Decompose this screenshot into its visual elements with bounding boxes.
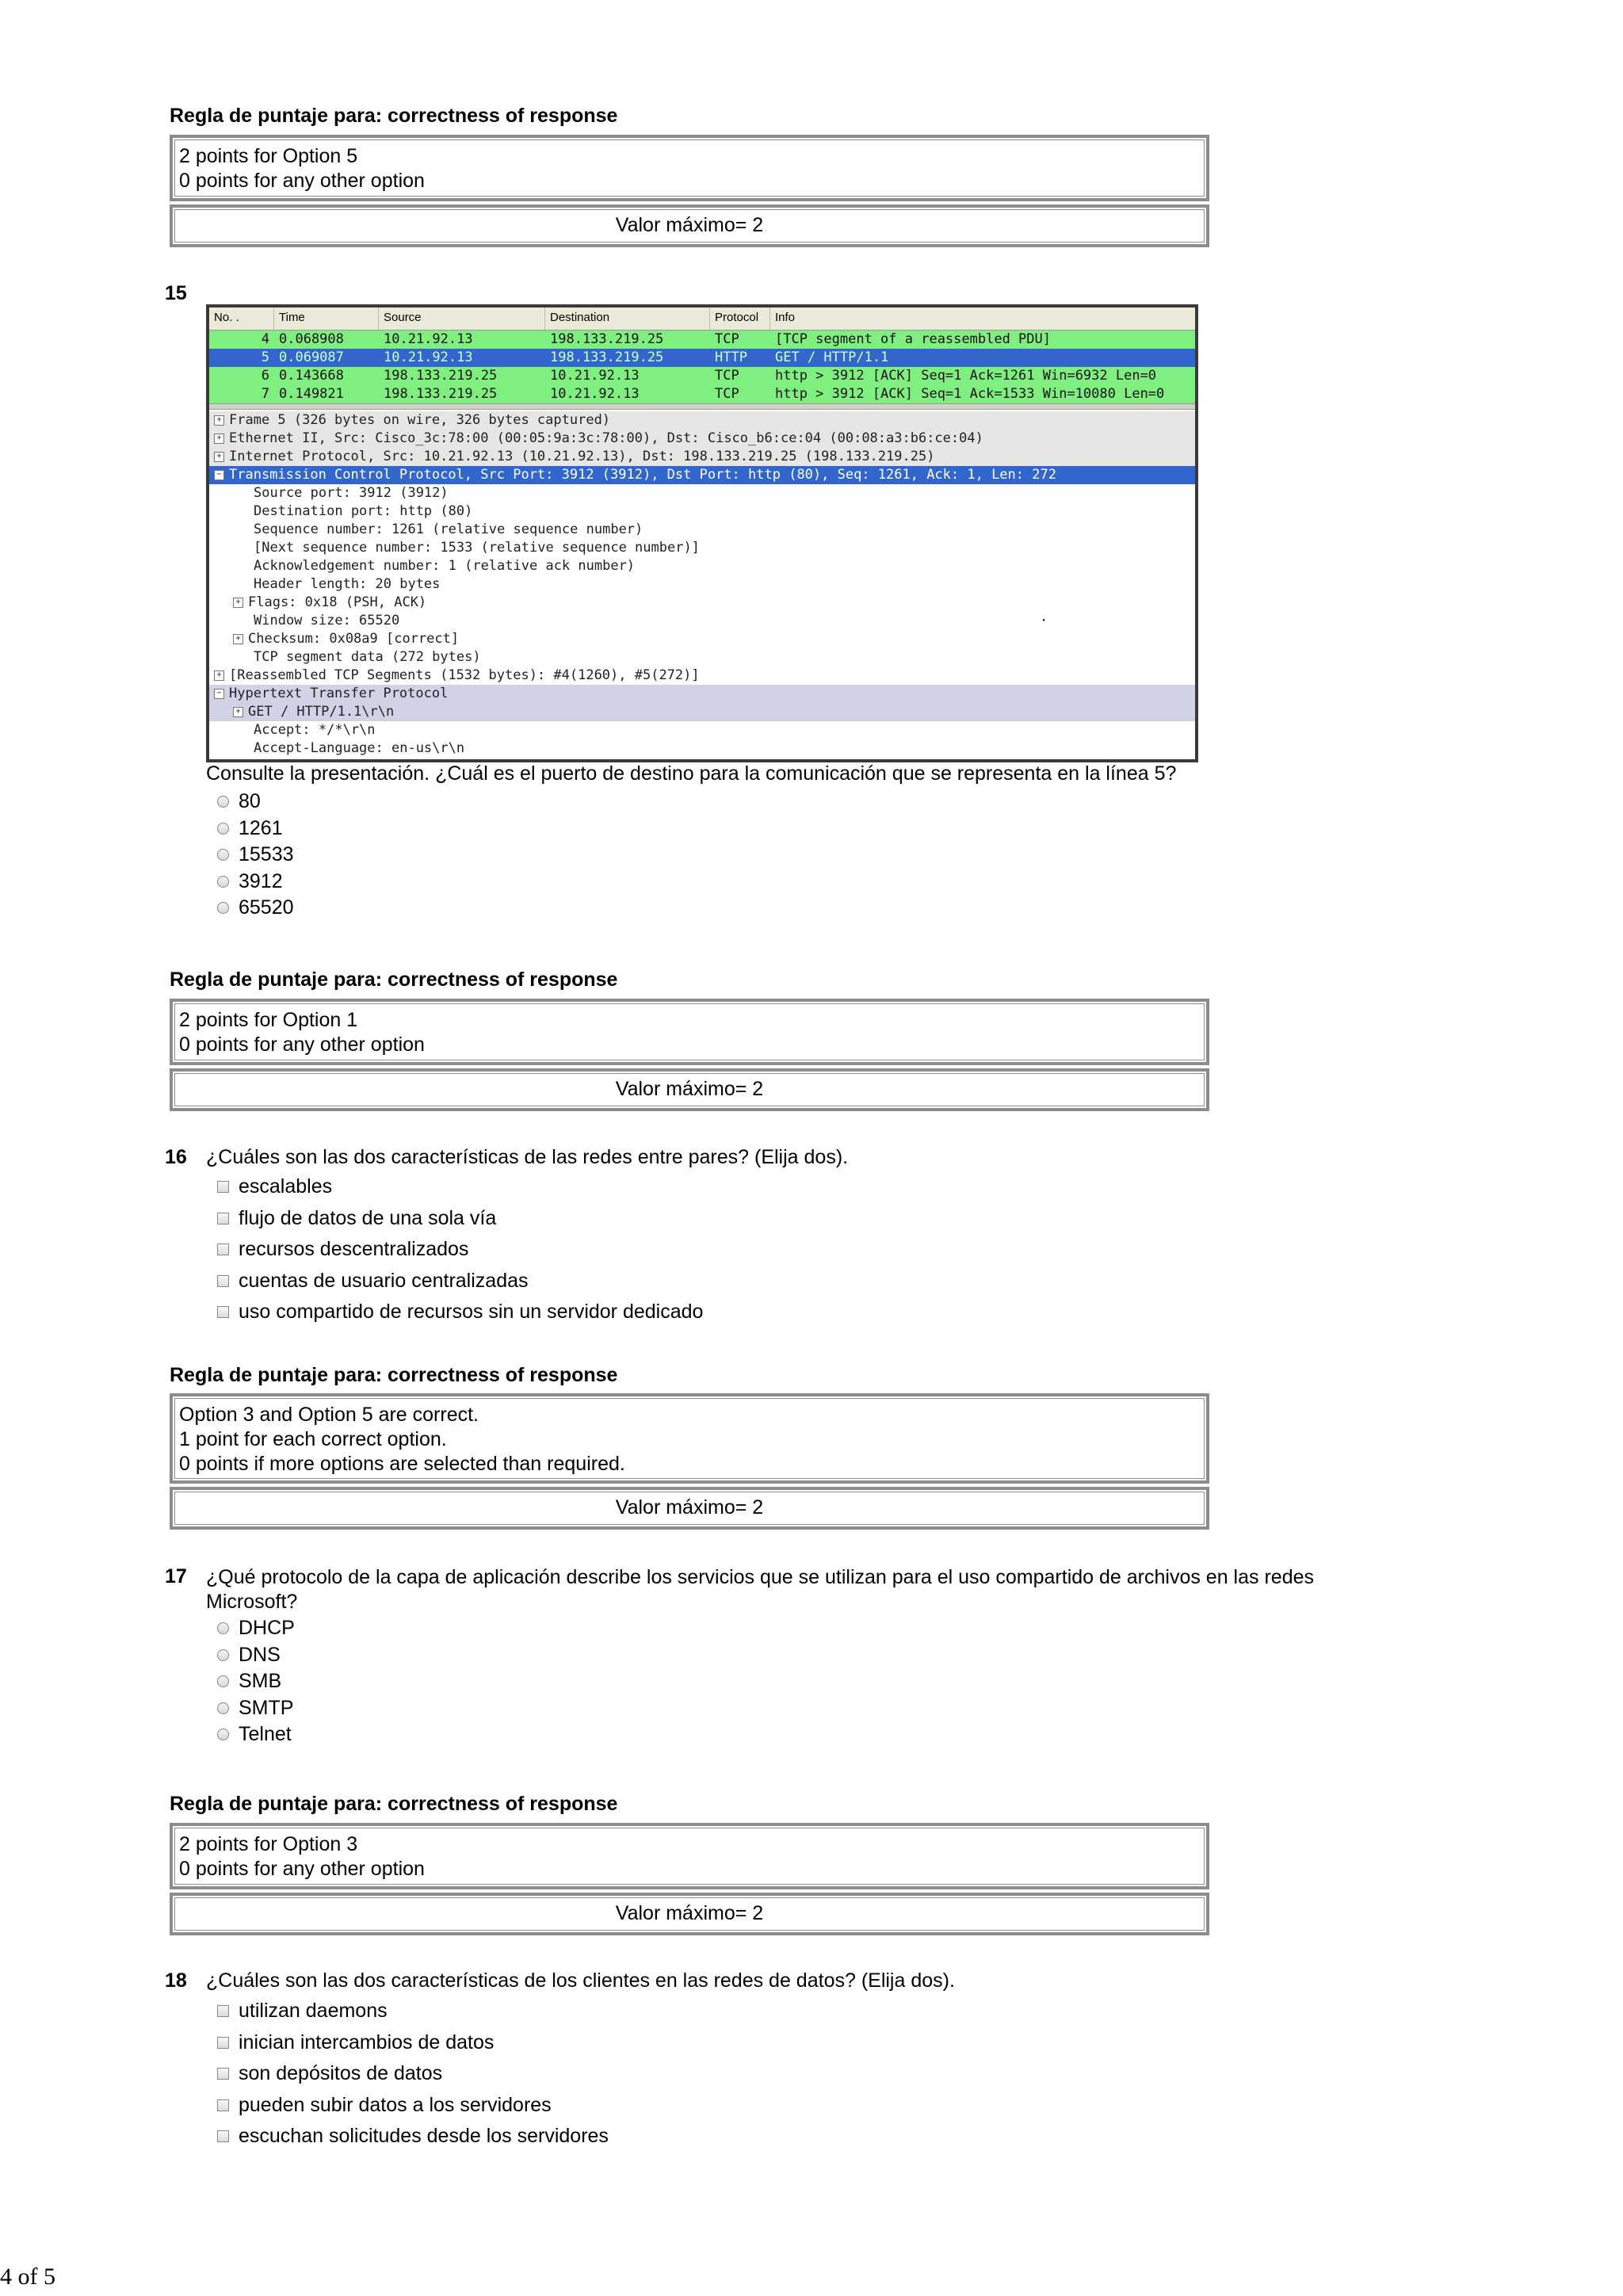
radio-icon[interactable] bbox=[217, 1622, 229, 1634]
checkbox-option[interactable]: uso compartido de recursos sin un servidor dedicado bbox=[217, 1297, 703, 1328]
radio-icon[interactable] bbox=[217, 823, 229, 835]
question-text: Consulte la presentación. ¿Cuál es el puerto de destino para la comunicación que se representa en la línea 5? bbox=[206, 762, 1177, 785]
tree-leaf: TCP segment data (272 bytes) bbox=[254, 649, 481, 665]
tree-node: + Frame 5 (326 bytes on wire, 326 bytes captured) bbox=[209, 411, 1195, 430]
expand-plus-icon: + bbox=[233, 707, 243, 717]
checkbox-option[interactable]: flujo de datos de una sola vía bbox=[217, 1203, 703, 1235]
checkbox-icon[interactable] bbox=[217, 2099, 229, 2111]
rule-title: Regla de puntaje para: correctness of response bbox=[170, 968, 618, 991]
collapse-minus-icon: − bbox=[214, 470, 224, 480]
wireshark-capture-image bbox=[206, 304, 1198, 762]
packet-details-tree bbox=[209, 410, 1195, 758]
max-value-box: Valor máximo= 2 bbox=[170, 1068, 1209, 1111]
radio-option[interactable]: 80 bbox=[217, 789, 294, 816]
tree-leaf: Sequence number: 1261 (relative sequence number) bbox=[254, 521, 643, 537]
expand-plus-icon: + bbox=[214, 434, 224, 444]
question-text: ¿Cuáles son las dos características de las redes entre pares? (Elija dos). bbox=[206, 1146, 849, 1168]
radio-icon[interactable] bbox=[217, 1649, 229, 1661]
packet-row: 6 0.143668 198.133.219.25 10.21.92.13 TCP http > 3912 [ACK] Seq=1 Ack=1261 Win=6932 Len=0 bbox=[209, 367, 1195, 385]
question-number: 16 bbox=[165, 1146, 187, 1168]
tree-leaf: Source port: 3912 (3912) bbox=[254, 485, 449, 501]
question-text: ¿Qué protocolo de la capa de aplicación describe los servicios que se utilizan para el uso compartido de archivos en las redes Microsoft? bbox=[206, 1566, 1314, 1613]
checkbox-icon[interactable] bbox=[217, 1181, 229, 1193]
checkbox-icon[interactable] bbox=[217, 1306, 229, 1318]
checkbox-option[interactable]: utilizan daemons bbox=[217, 1996, 609, 2027]
checkbox-option[interactable]: recursos descentralizados bbox=[217, 1234, 703, 1266]
rule-box bbox=[170, 135, 1209, 201]
pane-splitter bbox=[209, 403, 1195, 410]
checkbox-icon[interactable] bbox=[217, 2005, 229, 2017]
page-counter: 4 of 5 bbox=[0, 2264, 55, 2290]
radio-icon[interactable] bbox=[217, 796, 229, 808]
radio-icon[interactable] bbox=[217, 1729, 229, 1740]
radio-option[interactable]: DNS bbox=[217, 1642, 295, 1669]
checkbox-icon[interactable] bbox=[217, 2130, 229, 2142]
radio-option[interactable]: SMTP bbox=[217, 1695, 295, 1722]
tree-node: + [Reassembled TCP Segments (1532 bytes): #4(1260), #5(272)] bbox=[209, 667, 1195, 685]
rule-box: 2 points for Option 1 0 points for any other option bbox=[170, 999, 1209, 1065]
tree-leaf: Accept-Language: en-us\r\n bbox=[254, 740, 465, 756]
tree-leaf: Window size: 65520 · bbox=[254, 613, 1048, 628]
max-value-box: Valor máximo= 2 bbox=[170, 1487, 1209, 1530]
tree-node: − Hypertext Transfer Protocol bbox=[209, 685, 1195, 703]
question-text: ¿Cuáles son las dos características de los clientes en las redes de datos? (Elija dos). bbox=[206, 1969, 955, 1992]
checkbox-option[interactable]: pueden subir datos a los servidores bbox=[217, 2090, 609, 2122]
rule-box: 2 points for Option 3 0 points for any other option bbox=[170, 1823, 1209, 1889]
max-value-box: Valor máximo= 2 bbox=[170, 1893, 1209, 1935]
tree-node: + Ethernet II, Src: Cisco_3c:78:00 (00:05:9a:3c:78:00), Dst: Cisco_b6:ce:04 (00:08:a3:b6:ce:04) bbox=[209, 430, 1195, 448]
radio-icon[interactable] bbox=[217, 1675, 229, 1687]
question-number: 18 bbox=[165, 1969, 187, 1992]
tree-leaf: Acknowledgement number: 1 (relative ack number) bbox=[254, 558, 636, 574]
rule-title: Regla de puntaje para: correctness of response bbox=[170, 105, 618, 127]
checkbox-option[interactable]: escuchan solicitudes desde los servidores bbox=[217, 2121, 609, 2153]
radio-option[interactable]: 65520 bbox=[217, 895, 294, 922]
expand-plus-icon: + bbox=[214, 452, 224, 462]
checkbox-option[interactable]: son depósitos de datos bbox=[217, 2058, 609, 2090]
checkbox-option[interactable]: cuentas de usuario centralizadas bbox=[217, 1266, 703, 1297]
packet-row: 4 0.068908 10.21.92.13 198.133.219.25 TCP [TCP segment of a reassembled PDU] bbox=[209, 330, 1195, 349]
question-number: 15 bbox=[165, 282, 187, 304]
options-list bbox=[217, 1996, 609, 2153]
options-list bbox=[217, 1171, 703, 1328]
radio-option[interactable]: DHCP bbox=[217, 1615, 295, 1642]
radio-icon[interactable] bbox=[217, 1702, 229, 1714]
radio-option[interactable]: 15533 bbox=[217, 842, 294, 869]
checkbox-icon[interactable] bbox=[217, 1213, 229, 1224]
collapse-minus-icon: − bbox=[214, 689, 224, 699]
checkbox-option[interactable]: inician intercambios de datos bbox=[217, 2027, 609, 2059]
tree-node: + Internet Protocol, Src: 10.21.92.13 (10.21.92.13), Dst: 198.133.219.25 (198.133.219.25) bbox=[209, 448, 1195, 466]
tree-node: + GET / HTTP/1.1\r\n bbox=[209, 703, 1195, 721]
packet-row: 7 0.149821 198.133.219.25 10.21.92.13 TCP http > 3912 [ACK] Seq=1 Ack=1533 Win=10080 Len=0 bbox=[209, 385, 1195, 403]
checkbox-icon[interactable] bbox=[217, 2068, 229, 2080]
checkbox-icon[interactable] bbox=[217, 2037, 229, 2049]
radio-icon[interactable] bbox=[217, 876, 229, 888]
rule-title: Regla de puntaje para: correctness of response bbox=[170, 1364, 618, 1386]
expand-plus-icon: + bbox=[233, 634, 243, 644]
tree-leaf: Header length: 20 bytes bbox=[254, 576, 441, 592]
expand-plus-icon: + bbox=[214, 670, 224, 681]
options-list bbox=[217, 789, 294, 922]
checkbox-option[interactable]: escalables bbox=[217, 1171, 703, 1203]
options-list bbox=[217, 1615, 295, 1748]
radio-icon[interactable] bbox=[217, 902, 229, 914]
tree-leaf: [Next sequence number: 1533 (relative sequence number)] bbox=[254, 540, 700, 556]
tree-node: + Checksum: 0x08a9 [correct] bbox=[209, 630, 1195, 648]
packet-row-selected: 5 0.069087 10.21.92.13 198.133.219.25 HTTP GET / HTTP/1.1 bbox=[209, 349, 1195, 367]
radio-option[interactable]: 1261 bbox=[217, 816, 294, 842]
rule-box: Option 3 and Option 5 are correct. 1 point for each correct option. 0 points if more options are selected than required. bbox=[170, 1393, 1209, 1484]
tree-node-selected: − Transmission Control Protocol, Src Port: 3912 (3912), Dst Port: http (80), Seq: 1261, Ack: 1, Len: 272 bbox=[209, 466, 1195, 484]
cursor-icon: · bbox=[1040, 613, 1048, 628]
packet-list-header: No. . Time Source Destination Protocol Info bbox=[209, 308, 1195, 330]
expand-plus-icon: + bbox=[233, 598, 243, 608]
max-value-box: Valor máximo= 2 bbox=[170, 204, 1209, 247]
radio-option[interactable]: 3912 bbox=[217, 869, 294, 896]
expand-plus-icon: + bbox=[214, 415, 224, 426]
radio-option[interactable]: Telnet bbox=[217, 1721, 295, 1748]
tree-node: + Flags: 0x18 (PSH, ACK) bbox=[209, 594, 1195, 612]
radio-option[interactable]: SMB bbox=[217, 1668, 295, 1695]
rule-title: Regla de puntaje para: correctness of response bbox=[170, 1793, 618, 1815]
rule-text: 2 points for Option 5 0 points for any other option bbox=[179, 145, 425, 192]
checkbox-icon[interactable] bbox=[217, 1275, 229, 1287]
question-number: 17 bbox=[165, 1565, 187, 1587]
checkbox-icon[interactable] bbox=[217, 1244, 229, 1255]
tree-leaf: Accept: */*\r\n bbox=[254, 722, 376, 738]
radio-icon[interactable] bbox=[217, 849, 229, 861]
tree-leaf: Destination port: http (80) bbox=[254, 503, 473, 519]
